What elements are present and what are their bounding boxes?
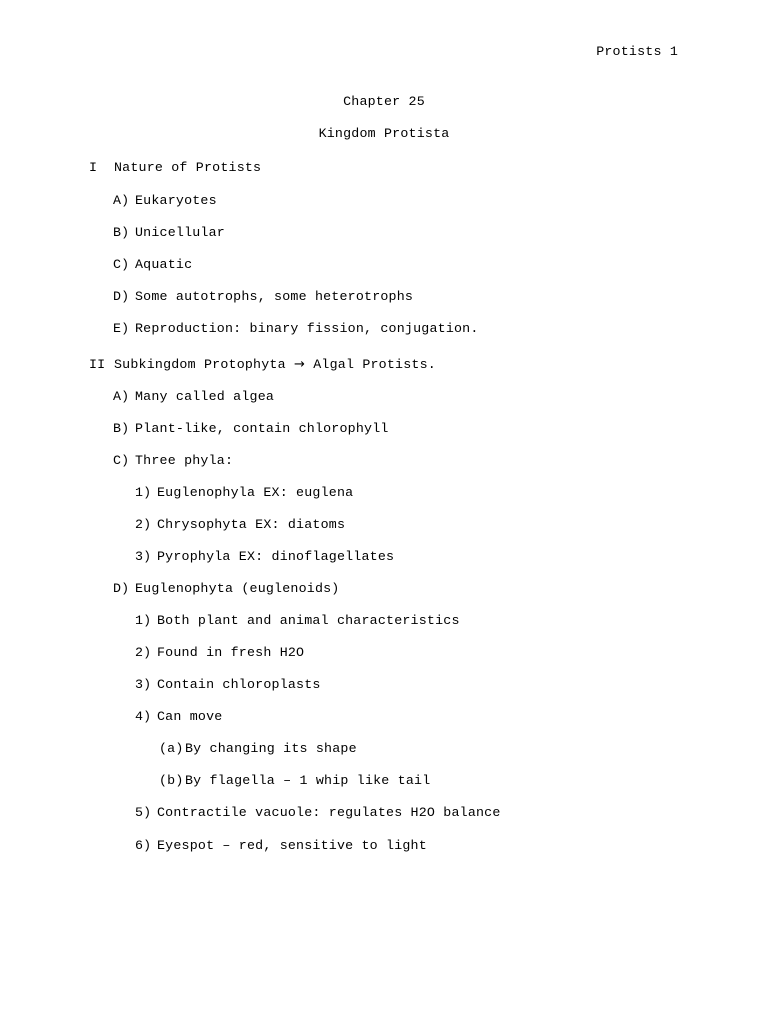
- item-text: Contractile vacuole: regulates H2O balance: [157, 805, 501, 820]
- item-marker: 4): [135, 709, 152, 724]
- item-marker: 3): [135, 549, 152, 564]
- item-marker: A): [113, 389, 130, 404]
- arrow-icon: →: [293, 357, 306, 372]
- item-text: Can move: [157, 709, 223, 724]
- item-marker: (a): [159, 741, 184, 756]
- item-text: Plant-like, contain chlorophyll: [135, 421, 389, 436]
- item-marker: 2): [135, 645, 152, 660]
- item-marker: 6): [135, 838, 152, 853]
- item-text: By changing its shape: [185, 741, 357, 756]
- outline-item: [113, 289, 413, 304]
- outline-subitem: [135, 549, 394, 564]
- item-text: Euglenophyla EX: euglena: [157, 485, 354, 500]
- heading-text: Subkingdom Protophyta: [114, 357, 286, 372]
- section-heading: [114, 357, 436, 372]
- item-text: Contain chloroplasts: [157, 677, 321, 692]
- item-text: Unicellular: [135, 225, 225, 240]
- running-head: Protists 1: [596, 44, 678, 59]
- outline-subitem: [135, 645, 304, 660]
- outline-subitem: [135, 485, 353, 500]
- item-text: Aquatic: [135, 257, 193, 272]
- item-text: Eyespot – red, sensitive to light: [157, 838, 427, 853]
- item-marker: C): [113, 453, 130, 468]
- chapter-title: Kingdom Protista: [318, 126, 450, 141]
- outline-item: [113, 453, 233, 468]
- item-marker: 2): [135, 517, 152, 532]
- item-text: Three phyla:: [135, 453, 234, 468]
- outline-subitem: [135, 517, 345, 532]
- section-numeral: II: [89, 357, 106, 372]
- outline-item: [113, 257, 192, 272]
- item-marker: D): [113, 289, 130, 304]
- outline-item: [113, 193, 217, 208]
- outline-subitem: [135, 838, 427, 853]
- outline-item: [113, 389, 274, 404]
- item-marker: 3): [135, 677, 152, 692]
- item-marker: C): [113, 257, 130, 272]
- item-text: Eukaryotes: [135, 193, 217, 208]
- outline-item: [113, 225, 225, 240]
- outline-subitem: [135, 613, 460, 628]
- item-text: Euglenophyta (euglenoids): [135, 581, 340, 596]
- outline-subitem: [135, 709, 222, 724]
- item-marker: A): [113, 193, 130, 208]
- item-marker: 1): [135, 485, 152, 500]
- chapter-number: Chapter 25: [343, 94, 425, 109]
- outline-subsubitem: [159, 773, 430, 788]
- item-marker: D): [113, 581, 130, 596]
- item-text: Found in fresh H2O: [157, 645, 305, 660]
- item-marker: B): [113, 421, 130, 436]
- item-text: Both plant and animal characteristics: [157, 613, 460, 628]
- section-heading: Nature of Protists: [114, 160, 262, 175]
- item-marker: E): [113, 321, 130, 336]
- item-marker: B): [113, 225, 130, 240]
- item-text: By flagella – 1 whip like tail: [185, 773, 431, 788]
- item-text: Many called algea: [135, 389, 275, 404]
- section-numeral: I: [89, 160, 98, 175]
- outline-item: [113, 321, 479, 336]
- item-marker: 1): [135, 613, 152, 628]
- outline-subsubitem: [159, 741, 357, 756]
- item-text: Pyrophyla EX: dinoflagellates: [157, 549, 395, 564]
- outline-item: [113, 581, 340, 596]
- outline-item: [113, 421, 389, 436]
- outline-subitem: [135, 677, 321, 692]
- outline-subitem: [135, 805, 501, 820]
- heading-text: Algal Protists.: [313, 357, 436, 372]
- item-marker: (b): [159, 773, 184, 788]
- item-marker: 5): [135, 805, 152, 820]
- item-text: Reproduction: binary fission, conjugation.: [135, 321, 479, 336]
- item-text: Some autotrophs, some heterotrophs: [135, 289, 414, 304]
- item-text: Chrysophyta EX: diatoms: [157, 517, 346, 532]
